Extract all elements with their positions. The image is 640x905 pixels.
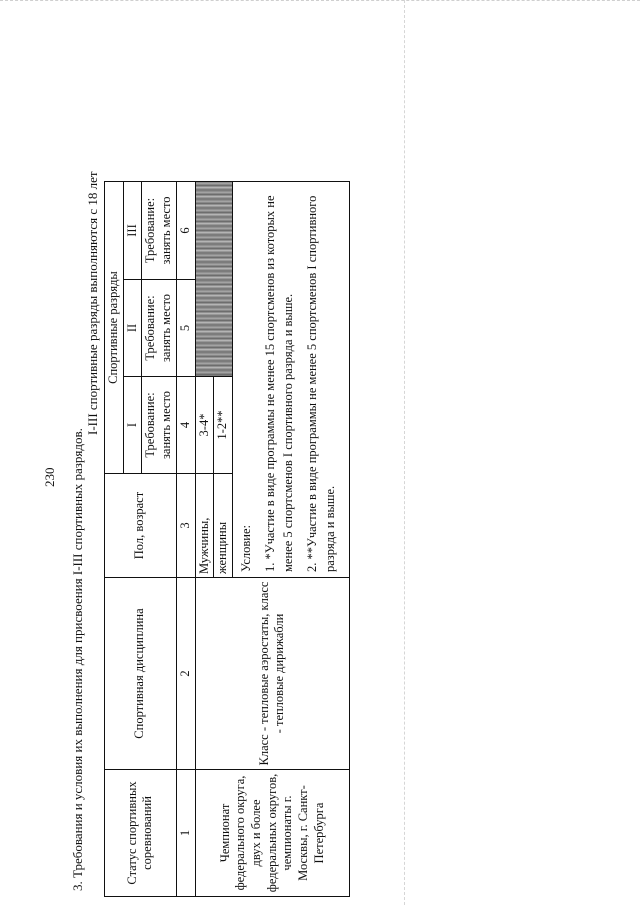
- header-rank-ii: II: [123, 280, 142, 377]
- column-number: 4: [176, 377, 195, 474]
- conditions-title: Условие:: [238, 525, 253, 572]
- condition-item: 1. *Участие в виде программы не менее 15 спортсменов из которых не менее 5 спортсменов I спортивного разряда и выше.: [262, 195, 295, 572]
- row-women-label: женщины: [214, 474, 233, 578]
- row-men-label: Мужчины,: [195, 474, 214, 578]
- header-rank-iii: III: [123, 182, 142, 280]
- row-men-rank-i: 3-4*: [195, 377, 214, 474]
- requirements-table: [104, 66, 350, 897]
- column-number: 3: [176, 474, 195, 578]
- column-number: 5: [176, 280, 195, 377]
- row-status: Чемпионат федерального округа, двух и более федеральных округов, чемпионаты г. Москвы, г. Санкт-Петербурга: [195, 770, 350, 897]
- condition-item: 2. **Участие в виде программы не менее 5 спортсменов I спортивного разряда и выше.: [305, 195, 338, 572]
- conditions-cell: [232, 182, 350, 578]
- column-number: 6: [176, 182, 195, 280]
- header-status: Статус спортивных соревнований: [105, 770, 177, 897]
- header-requirement-iii: Требование: занять место: [142, 182, 176, 280]
- column-number: 1: [176, 770, 195, 897]
- header-discipline: Спортивная дисциплина: [105, 578, 177, 770]
- row-discipline: Класс - тепловые аэростаты, класс - тепловые дирижабли: [195, 578, 350, 770]
- page-number: 230: [42, 467, 57, 487]
- header-requirement-ii: Требование: занять место: [142, 280, 176, 377]
- header-requirement-i: Требование: занять место: [142, 377, 176, 474]
- row-women-rank-i: 1-2**: [214, 377, 233, 474]
- section-title: 3. Требования и условия их выполнения для присвоения I-III спортивных разрядов.: [70, 428, 85, 891]
- header-rank-i: I: [123, 377, 142, 474]
- table-caption: I-III спортивные разряды выполняются с 18 лет: [85, 171, 100, 435]
- shaded-empty-cells: [195, 182, 232, 377]
- header-ranks: Спортивные разряды: [105, 182, 124, 474]
- column-number: 2: [176, 578, 195, 770]
- header-sex-age: Пол, возраст: [105, 474, 177, 578]
